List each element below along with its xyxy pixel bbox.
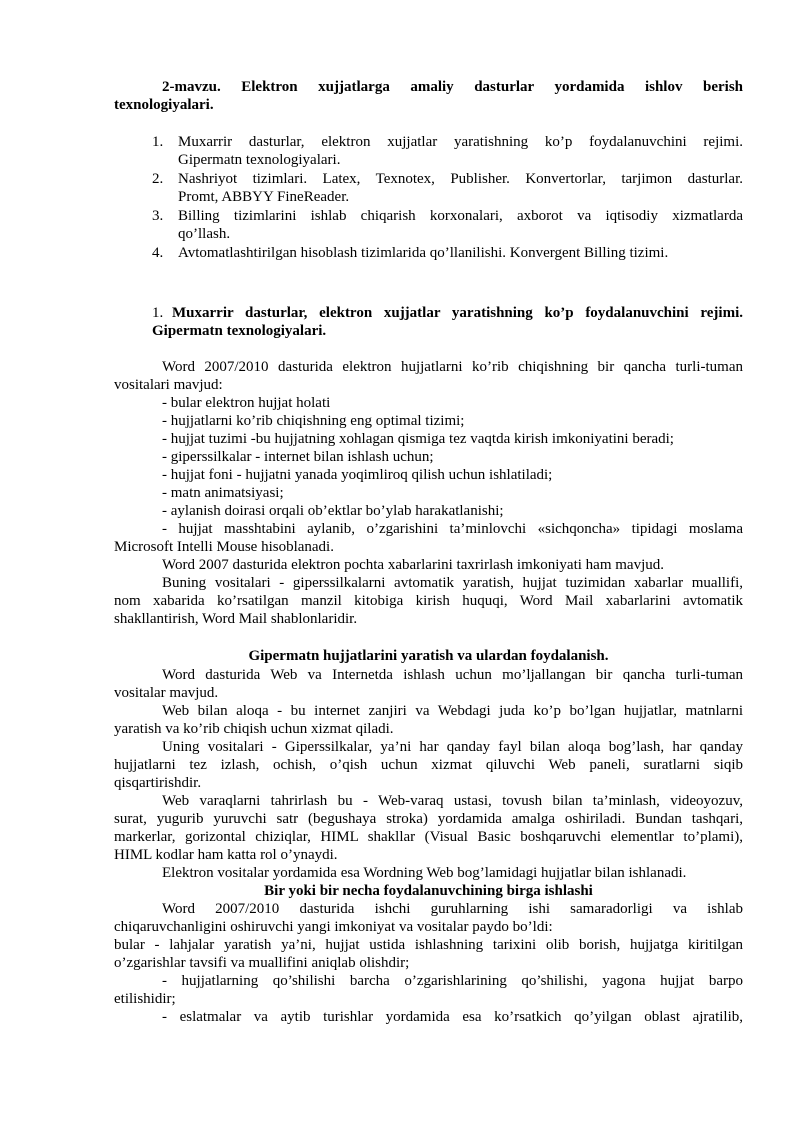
- paragraph-line: HIML kodlar ham katta rol o’ynaydi.: [114, 847, 338, 863]
- outline-number: 3.: [152, 208, 164, 224]
- paragraph-line: markerlar, gorizontal chiziqlar, HIML shakllar (Visual Basic boshqaruvchi elementlar to’plami),: [114, 829, 743, 845]
- outline-item-4-line-1: Avtomatlashtirilgan hisoblash tizimlarida qo’llanilishi. Konvergent Billing tizimi.: [178, 245, 669, 261]
- paragraph-line: Web varaqlarni tahrirlash bu - Web-varaq ustasi, tovush bilan ta’minlash, videoyozuv,: [162, 793, 743, 809]
- topic-title-line-2: texnologiyalari.: [114, 97, 214, 113]
- paragraph-line: chiqaruvchanligini oshiruvchi yangi imkoniyat va vositalar paydo bo’ldi:: [114, 919, 553, 935]
- paragraph-line: Web bilan aloqa - bu internet zanjiri va Webdagi juda ko’p bo’lgan hujjatlar, matnlarni: [162, 703, 743, 719]
- paragraph-line: yaratish va ko’rib chiqish uchun xizmat qiladi.: [114, 721, 394, 737]
- paragraph-line: Word dasturida Web va Internetda ishlash uchun mo’ljallangan bir qancha turli-tuman: [162, 667, 743, 683]
- paragraph-line: Elektron vositalar yordamida esa Wordning Web bog’lamidagi hujjatlar bilan ishlanadi.: [162, 865, 687, 881]
- paragraph-line: Word 2007 dasturida elektron pochta xabarlarini taxrirlash imkoniyati ham mavjud.: [162, 557, 664, 573]
- paragraph-line: etilishidir;: [114, 991, 176, 1007]
- outline-item-1-line-1: Muxarrir dasturlar, elektron xujjatlar yaratishning ko’p foydalanuvchini rejimi.: [178, 134, 743, 150]
- paragraph-line: Microsoft Intelli Mouse hisoblanadi.: [114, 539, 334, 555]
- paragraph-line: Buning vositalari - giperssilkalarni avtomatik yaratish, hujjat tuzimidan xabarlar muallifi,: [162, 575, 743, 591]
- outline-number: 2.: [152, 171, 164, 187]
- outline-item-2-line-1: Nashriyot tizimlari. Latex, Texnotex, Publisher. Konvertorlar, tarjimon dasturlar.: [178, 171, 743, 187]
- list-item: - hujjat foni - hujjatni yanada yoqimliroq qilish uchun ishlatiladi;: [162, 467, 553, 483]
- list-item: - hujjatlarni ko’rib chiqishning eng optimal tizimi;: [162, 413, 465, 429]
- paragraph-line: - eslatmalar va aytib turishlar yordamida esa ko’rsatkich qo’yilgan oblast ajratilib,: [162, 1009, 743, 1025]
- outline-item-2-line-2: Promt, ABBYY FineReader.: [178, 189, 350, 205]
- paragraph-line: bular - lahjalar yaratish ya’ni, hujjat ustida ishlashning tarixini olib borish, hujjatga kiritilgan: [114, 937, 743, 953]
- outline-number: 4.: [152, 245, 164, 261]
- paragraph-line: qisqartirishdir.: [114, 775, 202, 791]
- topic-title-line-1: 2-mavzu. Elektron xujjatlarga amaliy dasturlar yordamida ishlov berish: [162, 79, 743, 95]
- paragraph-line: hujjatlarni tez izlash, ochish, o’qish uchun xizmat qiluvchi Web paneli, suratlarni siqib: [114, 757, 743, 773]
- paragraph-line: Uning vositalari - Giperssilkalar, ya’ni har qanday fayl bilan aloqa bog’lash, har qanday: [162, 739, 743, 755]
- paragraph-line: Word 2007/2010 dasturida ishchi guruhlarning ishi samaradorligi va ishlab: [162, 901, 743, 917]
- paragraph-line: Word 2007/2010 dasturida elektron hujjatlarni ko’rib chiqishning bir qancha turli-tuman: [162, 359, 743, 375]
- list-item: - hujjat masshtabini aylanib, o’zgarishini ta’minlovchi «sichqoncha» tipidagi moslama: [162, 521, 743, 537]
- outline-number: 1.: [152, 134, 164, 150]
- section-heading-line-2: Gipermatn texnologiyalari.: [152, 323, 327, 339]
- list-item: - matn animatsiyasi;: [162, 485, 284, 501]
- outline-item-3-line-2: qo’llash.: [178, 226, 231, 242]
- outline-item-3-line-1: Billing tizimlarini ishlab chiqarish korxonalari, axborot va iqtisodiy xizmatlarda: [178, 208, 743, 224]
- subheading: Gipermatn hujjatlarini yaratish va ulardan foydalanish.: [248, 648, 609, 664]
- paragraph-line: vositalari mavjud:: [114, 377, 223, 393]
- paragraph-line: vositalar mavjud.: [114, 685, 219, 701]
- list-item: - bular elektron hujjat holati: [162, 395, 331, 411]
- paragraph-line: shakllantirish, Word Mail shablonlaridir.: [114, 611, 358, 627]
- outline-item-1-line-2: Gipermatn texnologiyalari.: [178, 152, 341, 168]
- list-item: - hujjat tuzimi -bu hujjatning xohlagan qismiga tez vaqtda kirish imkoniyatini beradi;: [162, 431, 674, 447]
- paragraph-line: - hujjatlarning qo’shilishi barcha o’zgarishlarining qo’shilishi, yagona hujjat barpo: [162, 973, 743, 989]
- section-number: 1.: [152, 305, 164, 321]
- subheading: Bir yoki bir necha foydalanuvchining birga ishlashi: [264, 883, 593, 899]
- paragraph-line: nom xabarida ko’rsatilgan manzil kitobiga kirish huquqi, Word Mail xabarlarini avtomatik: [114, 593, 743, 609]
- list-item: - aylanish doirasi orqali ob’ektlar bo’ylab harakatlanishi;: [162, 503, 504, 519]
- paragraph-line: o’zgarishlar tavsifi va muallifini aniqlab olishdir;: [114, 955, 410, 971]
- paragraph-line: surat, yugurib yuruvchi satr (begushaya stroka) yordamida amalga oshiriladi. Bundan tashqari,: [114, 811, 743, 827]
- list-item: - giperssilkalar - internet bilan ishlash uchun;: [162, 449, 434, 465]
- section-heading-line-1: Muxarrir dasturlar, elektron xujjatlar yaratishning ko’p foydalanuvchini rejimi.: [172, 305, 743, 321]
